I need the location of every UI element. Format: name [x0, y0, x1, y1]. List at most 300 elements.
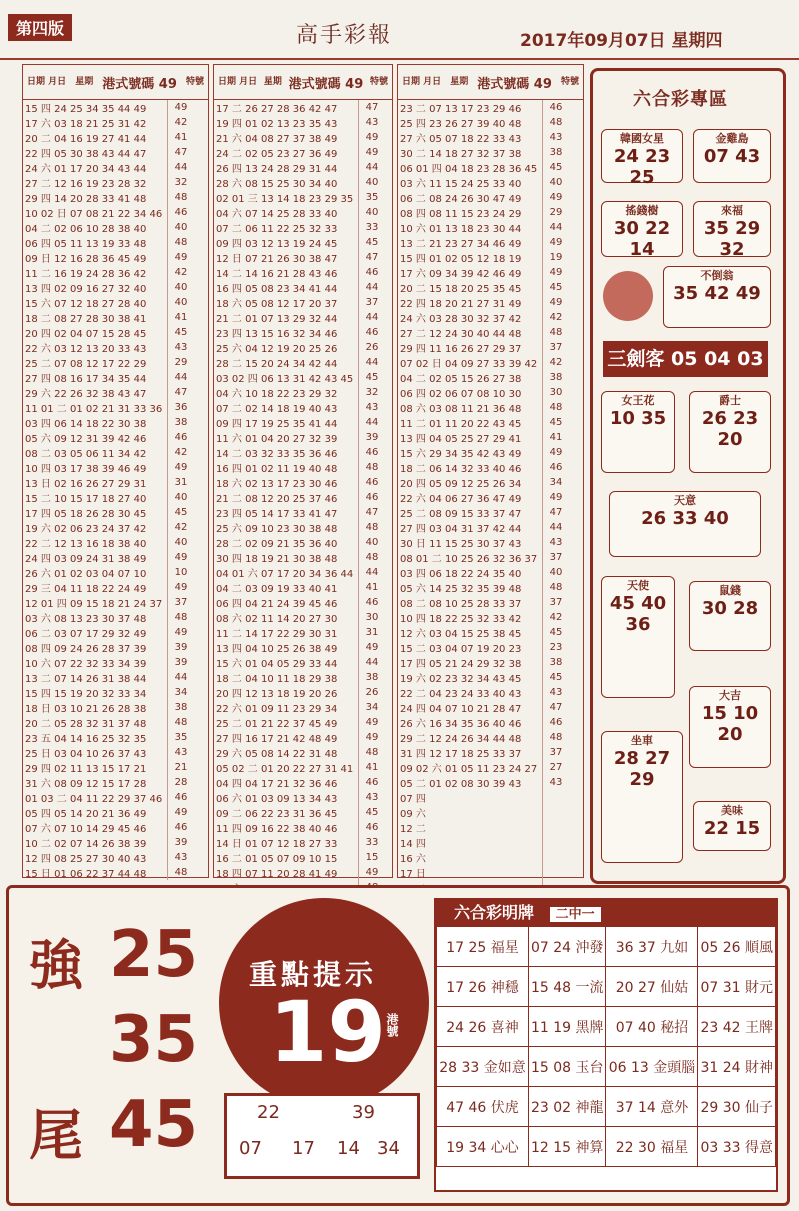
- history-row: [214, 595, 385, 610]
- history-row: [23, 175, 194, 190]
- history-special: 39: [174, 642, 188, 653]
- history-special: 45: [365, 372, 379, 383]
- history-draw: 29 四 02 11 13 15 17 21: [23, 760, 168, 775]
- history-draw: 25 六 04 12 19 20 25 26: [214, 340, 359, 355]
- strong-number-1: 25: [109, 918, 199, 992]
- history-draw: 18 二 06 14 32 33 40 46: [398, 460, 543, 475]
- history-row: [398, 325, 569, 340]
- history-special: 26: [365, 342, 379, 353]
- history-row: [23, 310, 194, 325]
- history-row: [398, 385, 569, 400]
- history-draw: 19 四 01 02 13 23 35 43: [214, 115, 359, 130]
- history-draw: 22 六 01 09 11 23 29 34: [214, 700, 359, 715]
- history-special: 40: [549, 567, 563, 578]
- history-draw: 12 01 四 09 15 18 21 24 37: [23, 595, 168, 610]
- history-draw: 15 六 29 34 35 42 43 49: [398, 445, 543, 460]
- history-special: 48: [174, 612, 188, 623]
- grid-cell: 07 40 秘招: [606, 1007, 698, 1047]
- history-special: 43: [549, 687, 563, 698]
- history-row: [398, 175, 569, 190]
- grid-row: [437, 1087, 776, 1127]
- grid-cell: 17 25 福星: [437, 927, 529, 967]
- history-draw: 04 六 10 18 22 23 29 32: [214, 385, 359, 400]
- history-row: [214, 565, 385, 580]
- grid-cell: 19 34 心心: [437, 1127, 529, 1167]
- history-special: 49: [365, 132, 379, 143]
- history-row: [23, 295, 194, 310]
- history-special: 43: [549, 777, 563, 788]
- grid-title-bar: [436, 900, 776, 926]
- history-draw: 09 四 03 12 13 19 24 45: [214, 235, 359, 250]
- history-special: 35: [365, 192, 379, 203]
- history-special: 48: [549, 402, 563, 413]
- history-special: [543, 850, 570, 865]
- history-row: [214, 280, 385, 295]
- grid-cell: 37 14 意外: [606, 1087, 698, 1127]
- history-special: 49: [174, 252, 188, 263]
- history-draw: 07 四: [398, 790, 543, 805]
- history-draw: 27 六 05 07 18 22 33 43: [398, 130, 543, 145]
- history-row: [398, 865, 569, 880]
- page-header: [0, 0, 799, 60]
- grid-cell: 36 37 九如: [606, 927, 698, 967]
- history-special: 42: [174, 522, 188, 533]
- card-numbers: 35 29 32: [703, 218, 761, 260]
- history-draw: 03 六 11 15 24 25 33 40: [398, 175, 543, 190]
- history-special: 49: [174, 102, 188, 113]
- history-draw: 19 六 02 23 32 34 43 45: [398, 670, 543, 685]
- grid-cell: 11 19 黑牌: [528, 1007, 606, 1047]
- history-rows: [398, 100, 583, 895]
- history-draw: 22 二 04 23 24 33 40 43: [398, 685, 543, 700]
- grid-cell: 06 13 金頭腦: [606, 1047, 698, 1087]
- history-row: [398, 640, 569, 655]
- history-draw: 10 02 日 07 08 21 22 34 46: [23, 205, 168, 220]
- week-col-header: 星期: [450, 77, 469, 87]
- history-row: [23, 610, 194, 625]
- history-row: [23, 805, 194, 820]
- history-row: [398, 760, 569, 775]
- history-row: [214, 400, 385, 415]
- history-draw: 24 四 03 09 24 31 38 49: [23, 550, 168, 565]
- paper-title: 高手彩報: [296, 23, 393, 48]
- history-row: [23, 115, 194, 130]
- history-draw: 08 四 08 11 15 23 24 29: [398, 205, 543, 220]
- grid-row: [437, 1047, 776, 1087]
- history-row: [23, 190, 194, 205]
- history-row: [398, 580, 569, 595]
- sidebar-panel: [590, 68, 786, 884]
- history-row: [23, 130, 194, 145]
- history-row: [214, 700, 385, 715]
- history-draw: 25 六 09 10 23 30 38 48: [214, 520, 359, 535]
- key-number: 19: [269, 983, 386, 1081]
- history-draw: 20 四 02 04 07 15 28 45: [23, 325, 168, 340]
- history-draw: 13 日 02 16 26 27 29 31: [23, 475, 168, 490]
- history-row: [214, 745, 385, 760]
- history-draw: 26 六 01 02 03 04 07 10: [23, 565, 168, 580]
- history-row: [23, 220, 194, 235]
- history-special: 46: [549, 462, 563, 473]
- history-draw: 27 四 16 17 21 42 48 49: [214, 730, 359, 745]
- special-col-header: 特號: [369, 77, 388, 87]
- history-special: 47: [365, 252, 379, 263]
- history-special: 46: [365, 597, 379, 608]
- history-draw: 18 六 02 13 17 23 30 46: [214, 475, 359, 490]
- history-special: 31: [365, 627, 379, 638]
- history-special: 46: [365, 492, 379, 503]
- key-suffix: 港號: [385, 1013, 399, 1037]
- history-draw: 03 六 08 13 23 30 37 48: [23, 610, 168, 625]
- history-special: 46: [174, 432, 188, 443]
- grid-cell: 47 46 伏虎: [437, 1087, 529, 1127]
- history-row: [214, 370, 385, 385]
- history-draw: 04 四 04 17 21 32 36 46: [214, 775, 359, 790]
- history-special: 38: [174, 417, 188, 428]
- grid-table: [436, 926, 776, 1167]
- week-col-header: 星期: [263, 77, 282, 87]
- history-title: 港式號碼 49: [288, 76, 364, 92]
- history-row: [214, 715, 385, 730]
- film-number: 17: [292, 1138, 315, 1159]
- history-special: 38: [174, 702, 188, 713]
- card-label: 女王花: [621, 394, 655, 407]
- history-table-body: [398, 100, 569, 895]
- history-row: [398, 565, 569, 580]
- history-special: 38: [549, 657, 563, 668]
- history-row: [398, 745, 569, 760]
- card-numbers: 45 40 36: [609, 593, 667, 635]
- history-draw: 03 02 四 06 13 31 42 43 45: [214, 370, 359, 385]
- history-special: 40: [174, 222, 188, 233]
- card-label: 美味: [721, 804, 743, 817]
- history-row: [398, 475, 569, 490]
- history-draw: 18 二 04 10 11 18 29 38: [214, 670, 359, 685]
- history-row: [398, 130, 569, 145]
- film-number: 39: [352, 1102, 375, 1123]
- history-row: [398, 265, 569, 280]
- history-special: 41: [365, 762, 379, 773]
- history-draw: 29 三 04 11 18 22 24 49: [23, 580, 168, 595]
- history-draw: 24 六 01 17 20 34 43 44: [23, 160, 168, 175]
- history-row: [214, 220, 385, 235]
- history-special: 40: [549, 177, 563, 188]
- card-9: [601, 576, 675, 698]
- history-row: [23, 550, 194, 565]
- history-special: [543, 790, 570, 805]
- history-special: 44: [549, 522, 563, 533]
- history-special: 27: [549, 762, 563, 773]
- history-special: 48: [365, 462, 379, 473]
- history-draw: 21 二 08 12 20 25 37 46: [214, 490, 359, 505]
- card-8: [609, 491, 761, 557]
- history-row: [214, 325, 385, 340]
- history-row: [214, 850, 385, 865]
- history-draw: 13 四 04 10 25 26 38 49: [214, 640, 359, 655]
- history-draw: 09 四 17 19 25 35 41 44: [214, 415, 359, 430]
- history-row: [398, 730, 569, 745]
- history-row: [214, 610, 385, 625]
- history-row: [214, 730, 385, 745]
- history-draw: 11 二 16 19 24 28 36 42: [23, 265, 168, 280]
- history-special: 30: [365, 612, 379, 623]
- history-row: [23, 520, 194, 535]
- film-number: 14: [337, 1138, 360, 1159]
- history-special: 49: [174, 552, 188, 563]
- history-draw: 10 二 02 07 14 26 38 39: [23, 835, 168, 850]
- history-row: [398, 775, 569, 790]
- history-row: [398, 490, 569, 505]
- card-numbers: 26 33 40: [641, 508, 729, 529]
- history-draw: 06 二 03 07 17 29 32 49: [23, 625, 168, 640]
- history-row: [398, 205, 569, 220]
- grid-cell: 15 48 一流: [528, 967, 606, 1007]
- history-row: [23, 160, 194, 175]
- edition-label: 第四版: [8, 14, 72, 41]
- issue-date-text: 2017年09月07日: [520, 31, 666, 51]
- history-special: 48: [174, 717, 188, 728]
- history-draw: 17 四 05 18 26 28 30 45: [23, 505, 168, 520]
- history-draw: 04 二 02 06 10 28 38 40: [23, 220, 168, 235]
- history-row: [214, 640, 385, 655]
- history-special: 19: [549, 252, 563, 263]
- history-special: 40: [365, 177, 379, 188]
- history-draw: 26 六 16 34 35 36 40 46: [398, 715, 543, 730]
- history-special: 26: [365, 687, 379, 698]
- history-special: 46: [549, 102, 563, 113]
- card-label: 搖錢樹: [625, 204, 659, 217]
- history-row: [214, 100, 385, 115]
- history-row: [398, 445, 569, 460]
- tail-number: 45: [109, 1088, 199, 1162]
- history-draw: 24 四 04 07 10 21 28 47: [398, 700, 543, 715]
- history-special: 42: [174, 267, 188, 278]
- history-special: 29: [549, 207, 563, 218]
- card-label: 金雞島: [715, 132, 749, 145]
- history-row: [23, 505, 194, 520]
- history-special: 44: [365, 657, 379, 668]
- history-special: 36: [174, 402, 188, 413]
- history-draw: 04 二 02 05 15 26 27 38: [398, 370, 543, 385]
- history-special: 34: [365, 702, 379, 713]
- history-row: [214, 475, 385, 490]
- history-row: [23, 235, 194, 250]
- history-row: [23, 340, 194, 355]
- history-row: [23, 535, 194, 550]
- history-draw: 08 四 09 24 26 28 37 39: [23, 640, 168, 655]
- card-4: [693, 201, 771, 260]
- history-draw: 14 二 03 32 33 35 36 46: [214, 445, 359, 460]
- card-5: [663, 266, 771, 328]
- history-special: 46: [365, 327, 379, 338]
- history-row: [398, 415, 569, 430]
- history-draw: 20 二 04 16 19 27 41 44: [23, 130, 168, 145]
- history-special: 39: [365, 432, 379, 443]
- history-row: [214, 670, 385, 685]
- history-special: 41: [549, 432, 563, 443]
- history-draw: 14 二 14 16 21 28 43 46: [214, 265, 359, 280]
- card-numbers: 10 35: [609, 408, 667, 429]
- issue-weekday: 星期四: [671, 31, 723, 51]
- history-row: [214, 130, 385, 145]
- history-special: 46: [365, 822, 379, 833]
- grid-cell: 12 15 神算: [528, 1127, 606, 1167]
- history-row: [398, 625, 569, 640]
- grid-row: [437, 1127, 776, 1167]
- history-row: [23, 700, 194, 715]
- history-special: 45: [549, 672, 563, 683]
- card-label: 來福: [721, 204, 743, 217]
- history-draw: 13 二 07 14 26 31 38 44: [23, 670, 168, 685]
- history-special: 48: [549, 732, 563, 743]
- card-label: 天意: [674, 494, 696, 507]
- history-draw: 10 四 03 17 38 39 46 49: [23, 460, 168, 475]
- history-draw: 15 四 01 02 05 12 18 19: [398, 250, 543, 265]
- history-special: 45: [549, 162, 563, 173]
- history-draw: 06 四 02 06 07 08 10 30: [398, 385, 543, 400]
- history-draw: 11 二 01 11 20 22 43 45: [398, 415, 543, 430]
- history-draw: 06 二 08 24 26 30 47 49: [398, 190, 543, 205]
- history-special: 48: [365, 747, 379, 758]
- history-special: 45: [365, 237, 379, 248]
- history-draw: 12 四 08 25 27 30 40 43: [23, 850, 168, 865]
- history-row: [23, 685, 194, 700]
- history-row: [398, 280, 569, 295]
- history-row: [214, 385, 385, 400]
- history-special: 15: [365, 852, 379, 863]
- grid-cell: 24 26 喜神: [437, 1007, 529, 1047]
- history-row: [214, 445, 385, 460]
- history-special: 33: [365, 837, 379, 848]
- history-draw: 06 四 05 11 13 19 33 48: [23, 235, 168, 250]
- history-row: [23, 670, 194, 685]
- grid-tag: 二中一: [550, 907, 601, 922]
- strong-number-2: 35: [109, 1003, 199, 1077]
- history-special: [543, 835, 570, 850]
- grid-cell: 07 24 沖發: [528, 927, 606, 967]
- history-special: 45: [174, 507, 188, 518]
- card-numbers: 24 23 25: [613, 146, 671, 188]
- history-special: 42: [549, 312, 563, 323]
- history-draw: 08 二 03 05 06 11 34 42: [23, 445, 168, 460]
- history-special: 44: [174, 162, 188, 173]
- history-draw: 06 四 04 21 24 39 45 46: [214, 595, 359, 610]
- history-row: [23, 625, 194, 640]
- history-row: [214, 355, 385, 370]
- history-row: [23, 280, 194, 295]
- history-special: 49: [549, 192, 563, 203]
- history-special: 46: [549, 717, 563, 728]
- history-draw: 14 日 01 07 12 18 27 33: [214, 835, 359, 850]
- grid-cell: 03 33 得意: [698, 1127, 776, 1167]
- week-col-header: 星期: [75, 77, 94, 87]
- card-1: [601, 129, 683, 188]
- history-special: 45: [174, 327, 188, 338]
- history-draw: 23 五 04 14 16 25 32 35: [23, 730, 168, 745]
- card-label: 爵士: [719, 394, 741, 407]
- history-draw: 16 四 01 02 11 19 40 48: [214, 460, 359, 475]
- card-numbers: 15 10 20: [701, 703, 759, 745]
- grid-cell: 31 24 財神: [698, 1047, 776, 1087]
- history-special: 34: [549, 477, 563, 488]
- history-row: [214, 265, 385, 280]
- history-draw: 16 四 05 08 23 34 41 44: [214, 280, 359, 295]
- history-special: 40: [365, 537, 379, 548]
- history-special: 46: [365, 447, 379, 458]
- history-draw: 17 六 09 34 39 42 46 49: [398, 265, 543, 280]
- history-draw: 18 六 05 08 12 17 20 37: [214, 295, 359, 310]
- history-row: [214, 205, 385, 220]
- history-row: [398, 430, 569, 445]
- history-draw: 29 四 14 20 28 33 41 48: [23, 190, 168, 205]
- history-draw: 02 01 三 13 14 18 23 29 35: [214, 190, 359, 205]
- history-row: [23, 250, 194, 265]
- history-row: [214, 655, 385, 670]
- history-draw: 23 二 07 13 17 23 29 46: [398, 100, 543, 115]
- history-row: [398, 610, 569, 625]
- history-row: [398, 295, 569, 310]
- history-header: [23, 65, 208, 100]
- history-special: 38: [549, 147, 563, 158]
- grid-cell: 28 33 金如意: [437, 1047, 529, 1087]
- history-draw: 23 四 13 15 16 32 34 46: [214, 325, 359, 340]
- history-special: 49: [549, 447, 563, 458]
- history-draw: 19 六 02 06 23 24 37 42: [23, 520, 168, 535]
- history-draw: 15 六 01 04 05 29 33 44: [214, 655, 359, 670]
- history-draw: 27 二 12 16 19 23 28 32: [23, 175, 168, 190]
- history-special: 39: [174, 657, 188, 668]
- history-special: 40: [174, 537, 188, 548]
- history-row: [23, 370, 194, 385]
- history-row: [214, 295, 385, 310]
- card-numbers: 35 42 49: [673, 283, 761, 304]
- history-row: [214, 490, 385, 505]
- history-special: 34: [174, 687, 188, 698]
- history-row: [398, 235, 569, 250]
- history-draw: 08 六 02 11 14 20 27 30: [214, 610, 359, 625]
- lucky-grid: [434, 898, 778, 1192]
- history-draw: 31 四 12 17 18 25 33 37: [398, 745, 543, 760]
- history-draw: 18 四 07 11 20 28 41 49: [214, 865, 359, 880]
- history-special: 42: [174, 117, 188, 128]
- history-row: [214, 190, 385, 205]
- bottom-panel: [6, 885, 790, 1206]
- history-draw: 07 02 日 04 09 27 33 39 42: [398, 355, 543, 370]
- history-special: 49: [365, 867, 379, 878]
- history-draw: 05 六 09 12 31 39 42 46: [23, 430, 168, 445]
- special-col-header: 特號: [560, 77, 579, 87]
- history-row: [23, 565, 194, 580]
- history-draw: 21 二 01 07 13 29 32 44: [214, 310, 359, 325]
- date-col-header: 日期 月日: [402, 77, 442, 87]
- history-draw: 16 六: [398, 850, 543, 865]
- history-draw: 22 六 03 12 13 20 33 43: [23, 340, 168, 355]
- history-draw: 22 六 04 06 27 36 47 49: [398, 490, 543, 505]
- history-row: [214, 175, 385, 190]
- history-draw: 22 二 12 13 16 18 38 40: [23, 535, 168, 550]
- history-row: [398, 535, 569, 550]
- grid-cell: 17 26 神穩: [437, 967, 529, 1007]
- card-12: [601, 731, 683, 863]
- history-draw: 18 日 03 10 21 26 28 38: [23, 700, 168, 715]
- history-row: [398, 145, 569, 160]
- history-special: 49: [174, 462, 188, 473]
- history-special: 49: [365, 147, 379, 158]
- history-special: 37: [549, 552, 563, 563]
- history-special: 23: [549, 642, 563, 653]
- history-row: [214, 145, 385, 160]
- history-special: 43: [174, 747, 188, 758]
